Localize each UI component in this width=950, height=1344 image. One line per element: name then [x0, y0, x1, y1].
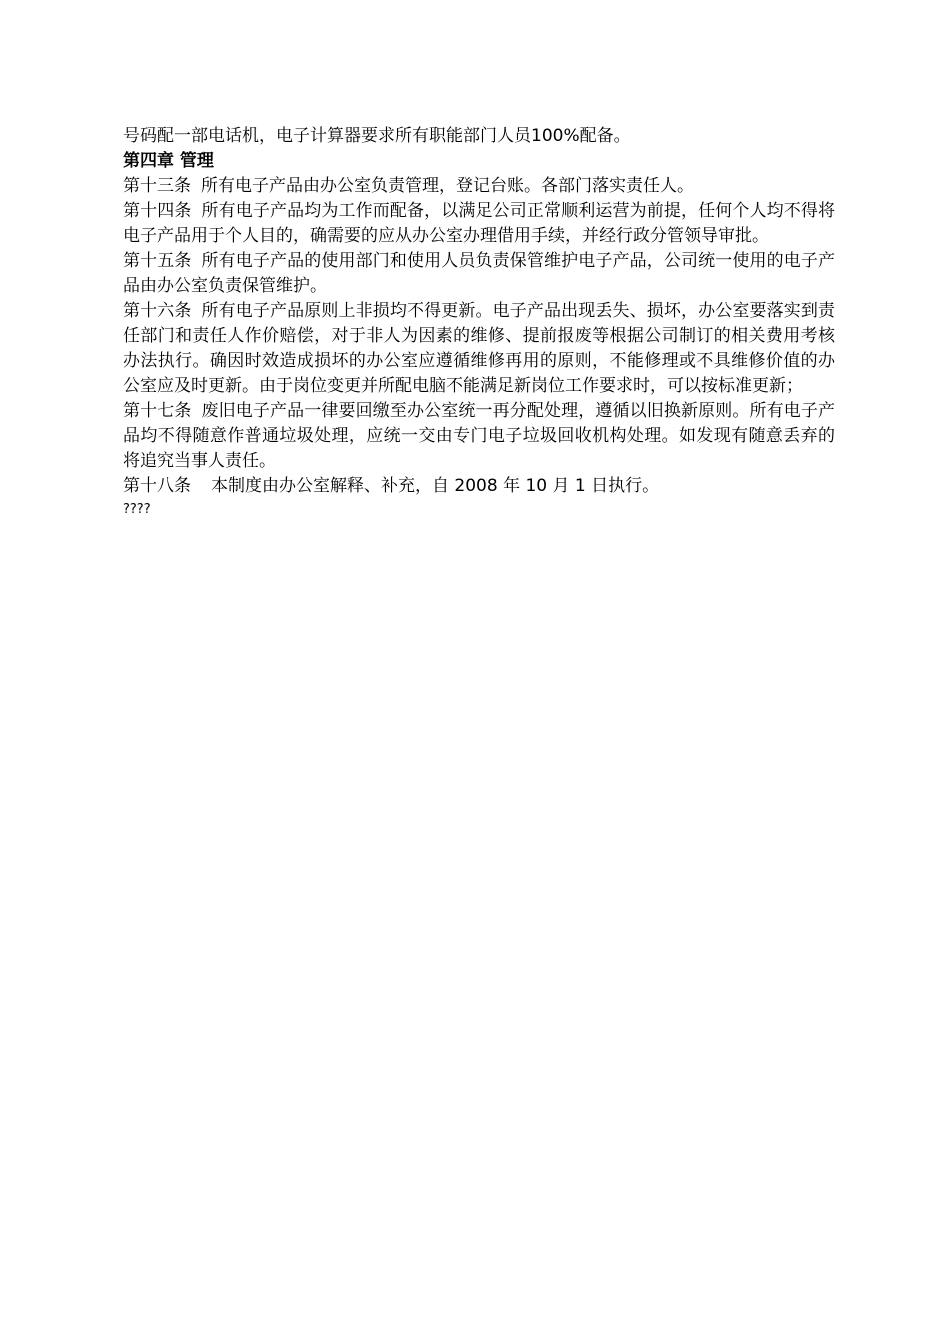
article-text: 所有电子产品原则上非损均不得更新。电子产品出现丢失、损坏，办公室要落实到责任部门和责任人作价赔偿，对于非人为因素的维修、提前报废等根据公司制订的相关费用考核办法执行。确因时效造成损坏的办公室应遵循维修再用的原则，不能修理或不具维修价值的办公室应及时更新。由于岗位变更并所配电脑不能满足新岗位工作要求时，可以按标准更新；: [123, 301, 835, 396]
article-text: 本制度由办公室解释、补充，自 2008 年 10 月 1 日执行。: [211, 476, 660, 496]
article-15: [123, 249, 835, 299]
article-number: 第十六条: [123, 301, 192, 321]
article-13: [123, 174, 835, 199]
article-14: [123, 199, 835, 249]
article-number: 第十七条: [123, 401, 192, 421]
article-text: 所有电子产品的使用部门和使用人员负责保管维护电子产品，公司统一使用的电子产品由办公室负责保管维护。: [123, 251, 835, 296]
chapter-heading: 第四章 管理: [123, 151, 214, 171]
document-body: [123, 124, 835, 519]
article-text: 废旧电子产品一律要回缴至办公室统一再分配处理，遵循以旧换新原则。所有电子产品均不得随意作普通垃圾处理，应统一交由专门电子垃圾回收机构处理。如发现有随意丢弃的将追究当事人责任。: [123, 401, 835, 471]
continuation-paragraph: 号码配一部电话机，电子计算器要求所有职能部门人员100%配备。: [123, 126, 631, 146]
article-text: 所有电子产品均为工作而配备，以满足公司正常顺利运营为前提，任何个人均不得将电子产品用于个人目的，确需要的应从办公室办理借用手续，并经行政分管领导审批。: [123, 201, 835, 246]
article-17: [123, 399, 835, 474]
article-number: 第十三条: [123, 176, 191, 196]
article-number: 第十五条: [123, 251, 192, 271]
article-number: 第十八条: [123, 476, 191, 496]
footer-mark: ????: [123, 502, 151, 517]
article-16: [123, 299, 835, 399]
article-number: 第十四条: [123, 201, 192, 221]
article-text: 所有电子产品由办公室负责管理，登记台账。各部门落实责任人。: [201, 176, 694, 196]
article-18: [123, 474, 835, 499]
